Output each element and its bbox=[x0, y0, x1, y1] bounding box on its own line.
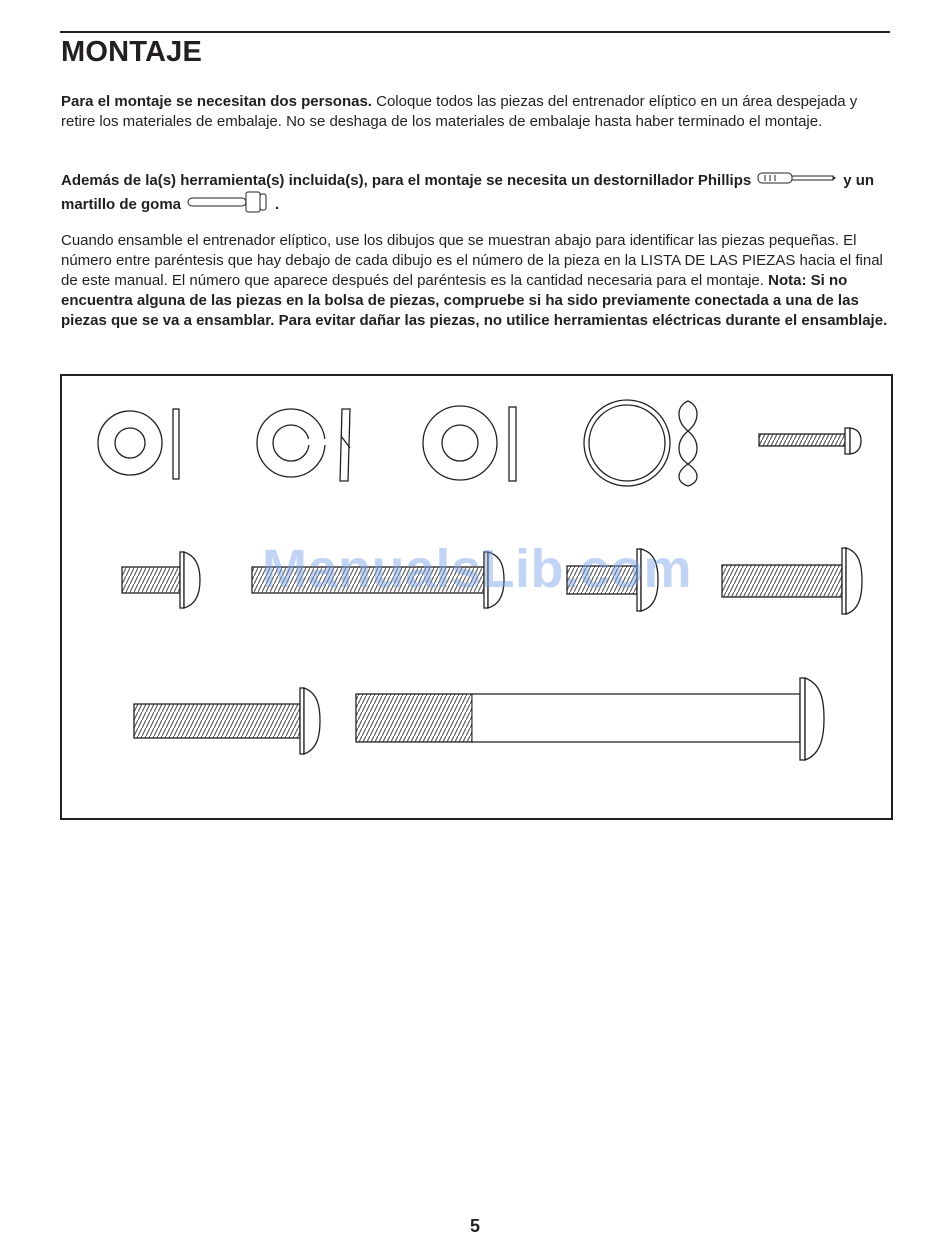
short-bolt bbox=[122, 552, 200, 608]
flat-washer bbox=[98, 409, 179, 479]
intro-text: Coloque todos las piezas del entrenador elíptico en un área despejada y retire los materiales de embalaje. No se deshaga de los materiales de embalaje hasta haber terminado el montaje. bbox=[61, 93, 858, 130]
medium-bolt bbox=[567, 549, 658, 611]
instructions-note: Nota: Si no encuentra alguna de las piezas en la bolsa de piezas, compruebe si ha sido previamente conectada a una de las piezas que se va a ensamblar. Para evitar dañar las piezas, no utilice herramientas eléctricas durante el ensamblaje. bbox=[61, 272, 888, 329]
small-screw bbox=[759, 428, 861, 454]
section-title: MONTAJE bbox=[61, 36, 203, 68]
wave-washer bbox=[584, 400, 697, 486]
bolt bbox=[134, 688, 320, 754]
rubber-mallet-icon bbox=[187, 191, 269, 219]
long-shoulder-bolt bbox=[356, 678, 824, 760]
intro-paragraph bbox=[61, 92, 889, 132]
long-bolt bbox=[252, 552, 504, 608]
instructions-text: Cuando ensamble el entrenador elíptico, use los dibujos que se muestran abajo para identificar las piezas pequeñas. El número entre paréntesis que hay debajo de cada dibujo es el número de la pieza en la LISTA DE LAS PIEZAS hacia el final de este manual. El número que aparece después del paréntesis es la cantidad necesaria para el montaje. bbox=[61, 232, 883, 289]
tools-text-a: Además de la(s) herramienta(s) incluida(s), para el montaje se necesita un destornillador Phillips bbox=[61, 172, 752, 189]
phillips-screwdriver-icon bbox=[757, 171, 837, 191]
tools-text-c: . bbox=[275, 196, 280, 213]
wide-bolt bbox=[722, 548, 862, 614]
instructions-paragraph bbox=[61, 231, 889, 331]
watermark: ManualsLib.com bbox=[262, 539, 693, 599]
large-flat-washer bbox=[423, 406, 516, 481]
intro-bold-lead: Para el montaje se necesitan dos personas. bbox=[61, 93, 372, 110]
parts-illustrations bbox=[62, 376, 891, 818]
split-lock-washer bbox=[257, 409, 350, 481]
page-number: 5 bbox=[469, 1216, 480, 1236]
parts-illustration-box bbox=[60, 374, 893, 820]
tools-text-b: y un martillo de goma bbox=[61, 172, 875, 213]
header-rule bbox=[60, 31, 890, 33]
tools-paragraph bbox=[61, 171, 889, 219]
